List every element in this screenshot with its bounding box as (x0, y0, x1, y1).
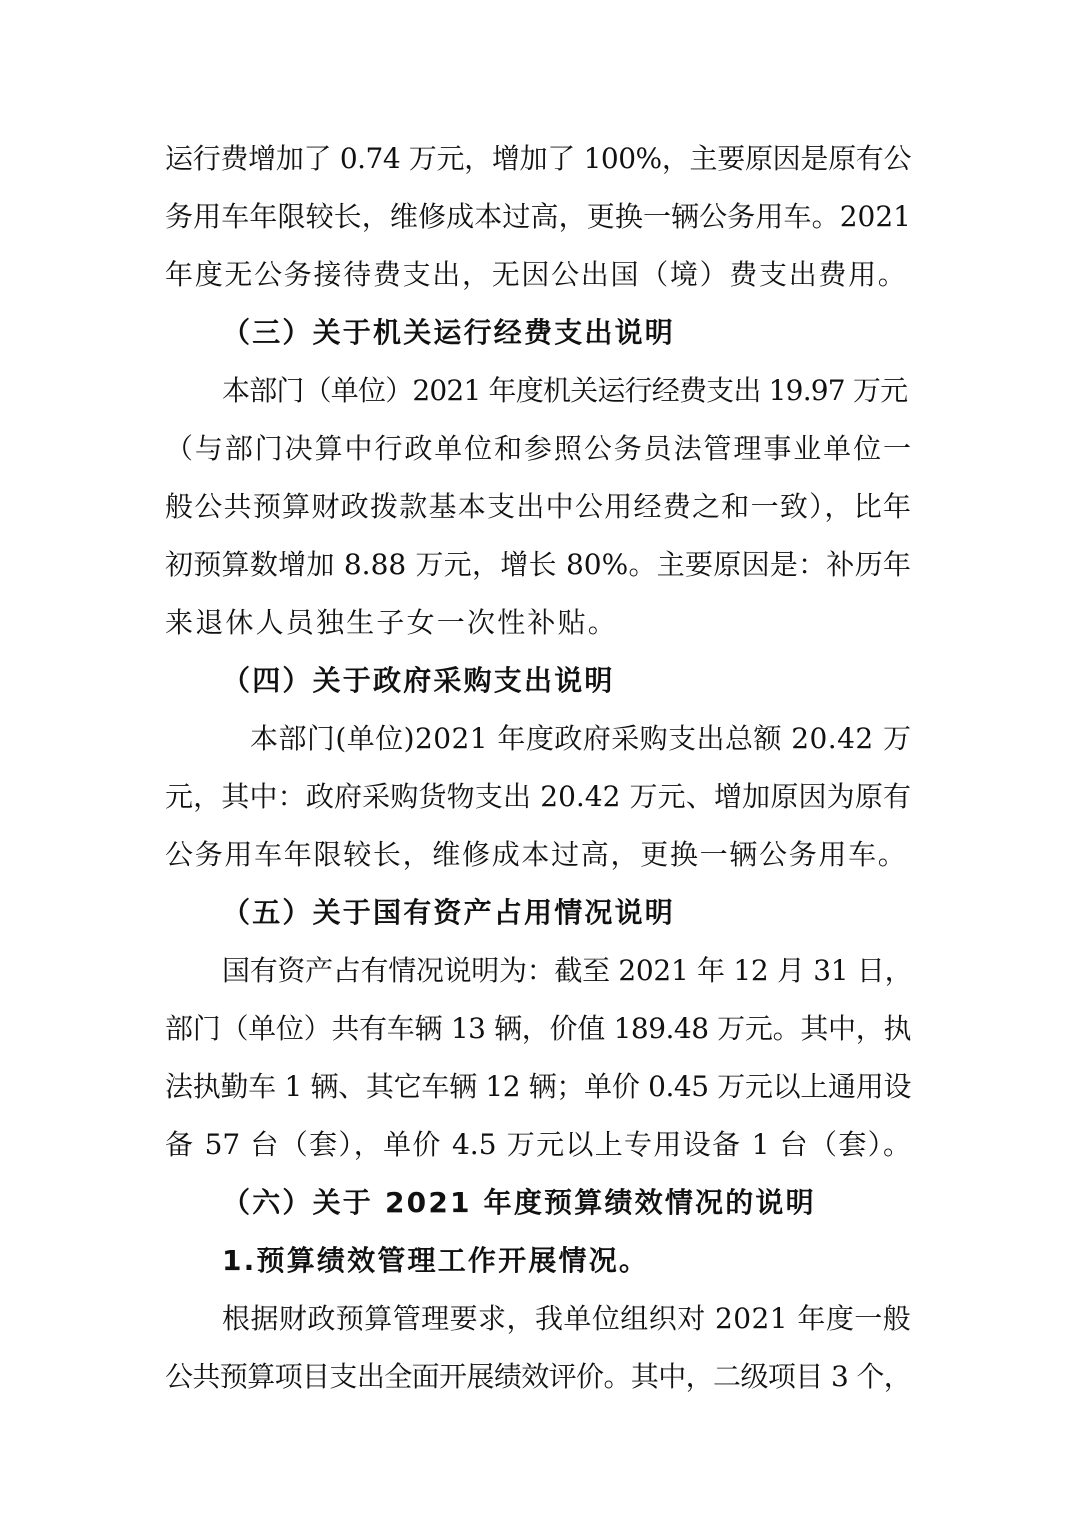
paragraph-line: 年度无公务接待费支出，无因公出国（境）费支出费用。 (165, 258, 908, 291)
paragraph-line: 公共预算项目支出全面开展绩效评价。其中，二级项目 3 个， (165, 1360, 911, 1393)
paragraph-line: 元，其中：政府采购货物支出 20.42 万元、增加原因为原有 (165, 780, 911, 813)
paragraph-line: 法执勤车 1 辆、其它车辆 12 辆；单价 0.45 万元以上通用设 (165, 1070, 911, 1103)
paragraph-line: 务用车年限较长，维修成本过高，更换一辆公务用车。2021 (165, 200, 911, 233)
paragraph-line: 运行费增加了 0.74 万元，增加了 100%，主要原因是原有公 (165, 142, 911, 175)
paragraph-line: 本部门(单位)2021 年度政府采购支出总额 20.42 万 (250, 722, 912, 755)
paragraph-line: 般公共预算财政拨款基本支出中公用经费之和一致），比年 (165, 490, 911, 523)
paragraph-line: 公务用车年限较长，维修成本过高，更换一辆公务用车。 (165, 838, 908, 871)
paragraph-line: 国有资产占有情况说明为：截至 2021 年 12 月 31 日， (222, 954, 913, 987)
paragraph-line: 本部门（单位）2021 年度机关运行经费支出 19.97 万元 (222, 374, 908, 407)
paragraph-line: 部门（单位）共有车辆 13 辆，价值 189.48 万元。其中，执 (165, 1012, 911, 1045)
section-heading-4: （四）关于政府采购支出说明 (222, 664, 615, 697)
section-heading-6: （六）关于 2021 年度预算绩效情况的说明 (222, 1186, 816, 1219)
paragraph-line: （与部门决算中行政单位和参照公务员法管理事业单位一 (165, 432, 911, 465)
paragraph-line: 初预算数增加 8.88 万元，增长 80%。主要原因是：补历年 (165, 548, 911, 581)
paragraph-line: 备 57 台（套），单价 4.5 万元以上专用设备 1 台（套）。 (165, 1128, 911, 1161)
section-heading-5: （五）关于国有资产占用情况说明 (222, 896, 676, 929)
document-body (165, 130, 911, 1406)
paragraph-line: 根据财政预算管理要求，我单位组织对 2021 年度一般 (222, 1302, 912, 1335)
paragraph-line: 来退休人员独生子女一次性补贴。 (165, 606, 619, 639)
section-heading-3: （三）关于机关运行经费支出说明 (222, 316, 676, 349)
subsection-heading-1: 1.预算绩效管理工作开展情况。 (222, 1244, 650, 1277)
